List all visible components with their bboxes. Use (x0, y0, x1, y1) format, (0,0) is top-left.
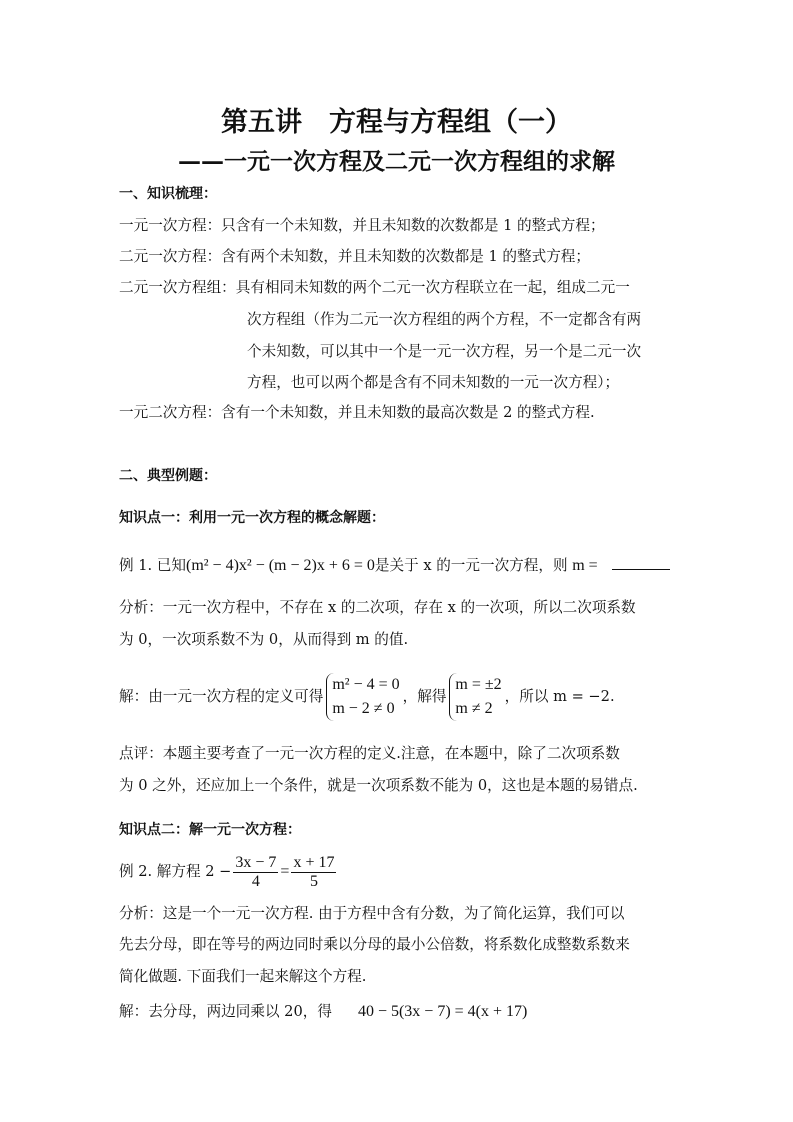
fraction: $\frac{x + 17}{5}$ (293, 853, 335, 890)
point1-heading: 知识点一：利用一元一次方程的概念解题： (119, 510, 385, 526)
equation: 40 − 5(3x − 7) = 4(x + 17) (357, 1003, 528, 1020)
comment-line: 点评：本题主要考查了一元一次方程的定义.注意，在本题中，除了二次项系数 (119, 745, 620, 762)
solution-system: m = ±2 m ≠ 2 (449, 673, 501, 721)
solution2: 解：去分母，两边同乘以 20，得 40 − 5(3x − 7) = 4(x + 17) (119, 1003, 528, 1020)
section1-heading: 一、知识梳理： (119, 186, 217, 202)
equation: (m² − 4)x² − (m − 2)x + 6 = 0 (185, 557, 375, 574)
analysis-line: 为 0，一次项系数不为 0，从而得到 m 的值. (119, 631, 409, 648)
definition-line: 次方程组（作为二元一次方程组的两个方程，不一定都含有两 (247, 311, 642, 328)
definition-line: 一元一次方程：只含有一个未知数，并且未知数的次数都是 1 的整式方程； (119, 217, 605, 234)
definition-line: 一元二次方程：含有一个未知数，并且未知数的最高次数是 2 的整式方程. (119, 404, 595, 421)
analysis-line: 先去分母，即在等号的两边同时乘以分母的最小公倍数，将系数化成整数系数来 (119, 936, 630, 953)
answer-blank (612, 555, 670, 570)
page-subtitle: ——一元一次方程及二元一次方程组的求解 (178, 148, 615, 175)
analysis-line: 简化做题. 下面我们一起来解这个方程. (119, 968, 367, 985)
point2-heading: 知识点二：解一元一次方程： (119, 822, 301, 838)
example2: 例 2. 解方程 2 − $\frac{3x - 7}{4}$ = $\frac{x + 17}{5}$ (119, 853, 335, 890)
definition-line: 二元一次方程：含有两个未知数，并且未知数的次数都是 1 的整式方程； (119, 248, 590, 265)
section2-heading: 二、典型例题： (119, 468, 217, 484)
fraction: $\frac{3x - 7}{4}$ (235, 853, 277, 890)
definition-line: 个未知数，可以其中一个是一元一次方程，另一个是二元一次 (247, 343, 642, 360)
solution1: 解：由一元一次方程的定义可得 m² − 4 = 0 m − 2 ≠ 0 ，解得 m = ±2 m ≠ 2 ，所以 m = −2. (119, 673, 615, 721)
analysis-line: 分析：一元一次方程中，不存在 x 的二次项，存在 x 的一次项，所以二次项系数 (119, 599, 636, 616)
definition-line: 方程，也可以两个都是含有不同未知数的一元一次方程）； (247, 374, 620, 391)
page-title: 第五讲 方程与方程组（一） (221, 107, 572, 138)
example1: 例 1. 已知(m² − 4)x² − (m − 2)x + 6 = 0是关于 x 的一元一次方程，则 m = (119, 555, 670, 576)
equation-system: m² − 4 = 0 m − 2 ≠ 0 (326, 673, 399, 721)
analysis-line: 分析：这是一个一元一次方程. 由于方程中含有分数，为了简化运算，我们可以 (119, 905, 625, 922)
comment-line: 为 0 之外，还应加上一个条件，就是一次项系数不能为 0，这也是本题的易错点. (119, 777, 638, 794)
definition-line: 二元一次方程组：具有相同未知数的两个二元一次方程联立在一起，组成二元一 (119, 279, 630, 296)
